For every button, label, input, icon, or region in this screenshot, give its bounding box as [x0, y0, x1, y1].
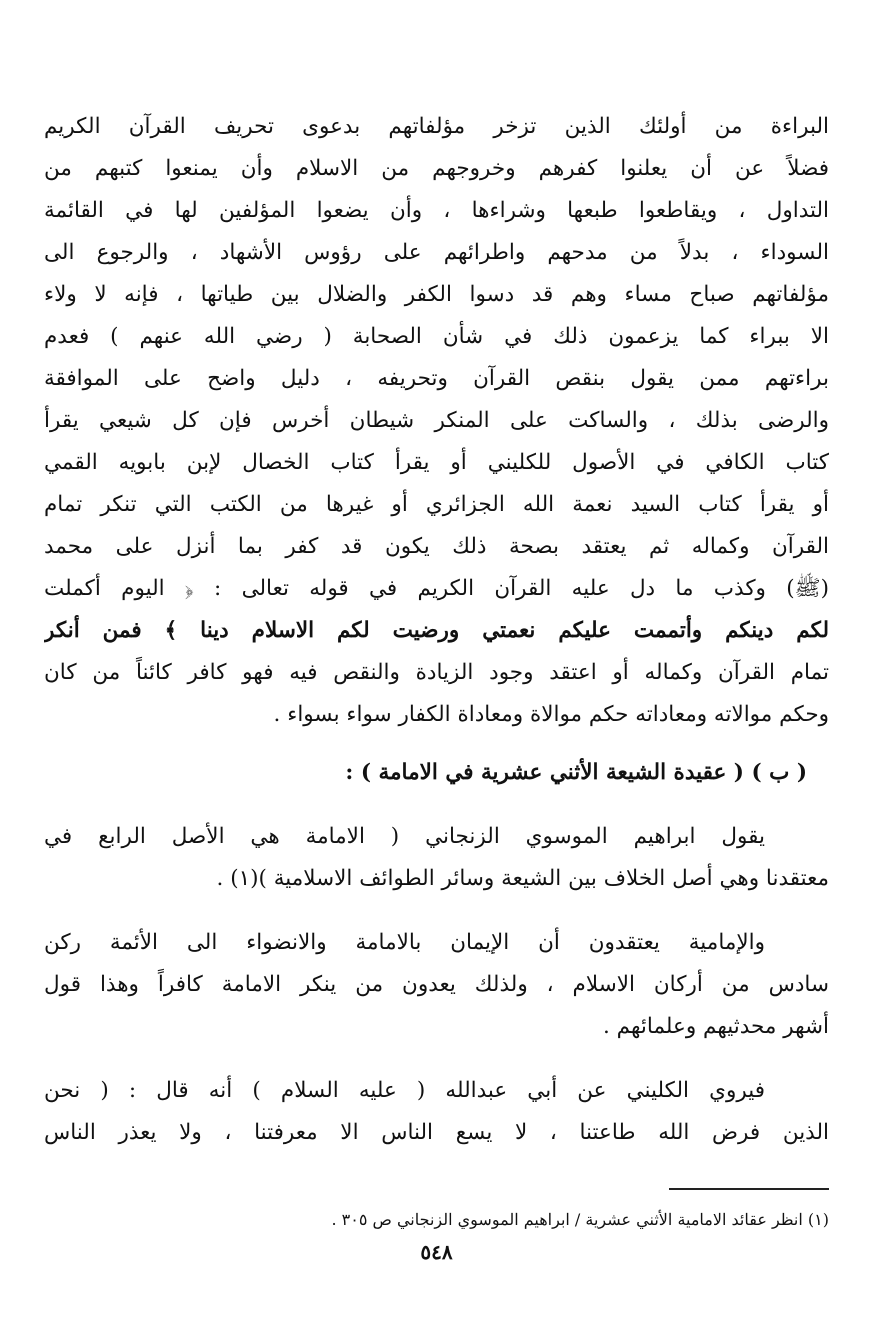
text-line: براءتهم ممن يقول بنقص القرآن وتحريفه ، دليل واضح على الموافقة	[44, 366, 829, 391]
text-line: معتقدنا وهي أصل الخلاف بين الشيعة وسائر الطوائف الاسلامية )(١) .	[216, 866, 829, 891]
text-line: تمام القرآن وكماله أو اعتقد وجود الزيادة والنقص فيه فهو كافر كائناً من كان	[44, 660, 829, 685]
page-number: ٥٤٨	[420, 1240, 453, 1264]
text-line: يقول ابراهيم الموسوي الزنجاني ( الامامة هي الأصل الرابع في	[44, 824, 765, 849]
text-line: كتاب الكافي في الأصول للكليني أو يقرأ كتاب الخصال لإبن بابويه القمي	[44, 450, 829, 475]
text-line: فضلاً عن أن يعلنوا كفرهم وخروجهم من الاسلام وأن يمنعوا كتبهم من	[44, 156, 829, 181]
text-line: وحكم موالاته ومعاداته حكم موالاة ومعاداة الكفار سواء بسواء .	[273, 702, 829, 727]
paragraph-2	[44, 816, 829, 900]
text-line: والرضى بذلك ، والساكت على المنكر شيطان أخرس فإن كل شيعي يقرأ	[44, 408, 829, 433]
paragraph-4	[44, 1070, 829, 1154]
text-line: مؤلفاتهم صباح مساء وهم قد دسوا الكفر والضلال بين طياتها ، فإنه لا ولاء	[44, 282, 829, 307]
text-line: سادس من أركان الاسلام ، ولذلك يعدون من ينكر الامامة كافراً وهذا قول	[44, 972, 829, 997]
section-heading: ( ب ) ( عقيدة الشيعة الأثني عشرية في الامامة ) :	[345, 760, 807, 785]
text-line: البراءة من أولئك الذين تزخر مؤلفاتهم بدعوى تحريف القرآن الكريم	[44, 114, 829, 139]
paragraph-1	[44, 106, 829, 736]
text-line: الا ببراء كما يزعمون ذلك في شأن الصحابة ( رضي الله عنهم ) فعدم	[44, 324, 829, 349]
text-line: فيروي الكليني عن أبي عبدالله ( عليه السلام ) أنه قال : ( نحن	[44, 1078, 765, 1103]
footnote: (١) انظر عقائد الامامية الأثني عشرية / ابراهيم الموسوي الزنجاني ص ٣٠٥ .	[331, 1210, 829, 1229]
footnote-divider	[669, 1188, 829, 1190]
paragraph-3	[44, 922, 829, 1048]
text-line: أو يقرأ كتاب السيد نعمة الله الجزائري أو غيرها من الكتب التي تنكر تمام	[44, 492, 829, 517]
text-line: (ﷺ) وكذب ما دل عليه القرآن الكريم في قوله تعالى : ﴿ اليوم أكملت	[44, 576, 829, 601]
book-page	[44, 106, 829, 1344]
text-line: القرآن وكماله ثم يعتقد بصحة ذلك يكون قد كفر بما أنزل على محمد	[44, 534, 829, 559]
text-line: التداول ، ويقاطعوا طبعها وشراءها ، وأن يضعوا المؤلفين لها في القائمة	[44, 198, 829, 223]
text-line: الذين فرض الله طاعتنا ، لا يسع الناس الا معرفتنا ، ولا يعذر الناس	[44, 1120, 829, 1145]
text-line: أشهر محدثيهم وعلمائهم .	[603, 1014, 829, 1039]
text-line: السوداء ، بدلاً من مدحهم واطرائهم على رؤوس الأشهاد ، والرجوع الى	[44, 240, 829, 265]
quran-verse-line: لكم دينكم وأتممت عليكم نعمتي ورضيت لكم الاسلام دينا ﴾ فمن أنكر	[44, 618, 829, 643]
text-line: والإمامية يعتقدون أن الإيمان بالامامة والانضواء الى الأئمة ركن	[44, 930, 765, 955]
